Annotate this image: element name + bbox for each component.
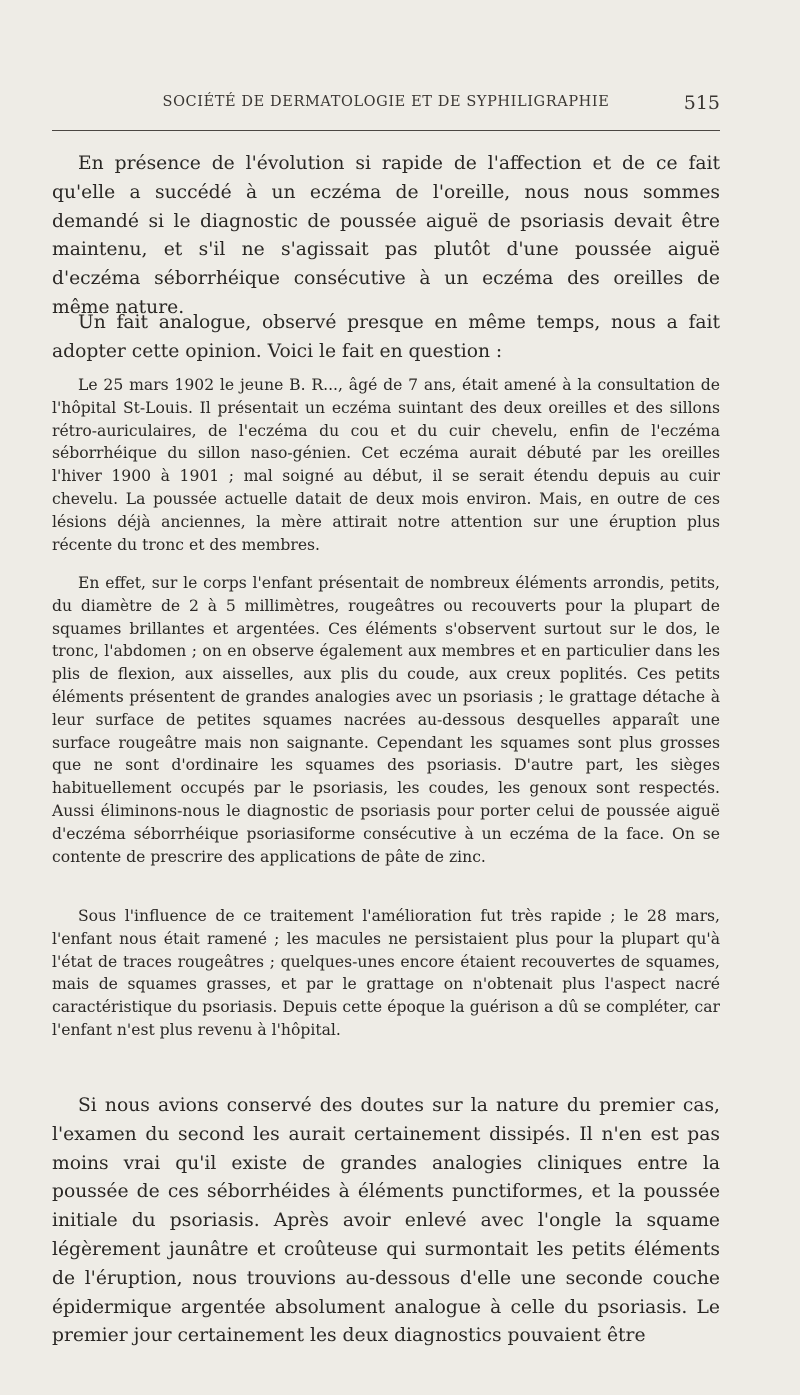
case-paragraph-3: Sous l'influence de ce traitement l'amélioration fut très rapide ; le 28 mars, l'enfant nous était ramené ; les macules ne persistaient plus pour la plupart qu'à l'état de traces rougeâtres ; quelques-unes encore étaient recouvertes de squames, mais de squames grasses, et par le grattage on n'obtenait plus l'aspect nacré caractéristique du psoriasis. Depuis cette époque la guérison a dû se compléter, car l'enfant n'est plus revenu à l'hôpital. [52,907,720,1039]
case-paragraph-1: Le 25 mars 1902 le jeune B. R..., âgé de 7 ans, était amené à la consultation de l'hôpital St-Louis. Il présentait un eczéma suintant des deux oreilles et des sillons rétro-auriculaires, de l'eczéma du cou et du cuir chevelu, enfin de l'eczéma séborrhéique du sillon naso-génien. Cet eczéma aurait débuté par les oreilles l'hiver 1900 à 1901 ; mal soigné au début, il se serait étendu depuis au cuir chevelu. La poussée actuelle datait de deux mois environ. Mais, en outre de ces lésions déjà anciennes, la mère attirait notre attention sur une éruption plus récente du tronc et des membres. [52,376,720,554]
header-rule [52,130,720,131]
paragraph-3: Si nous avions conservé des doutes sur la nature du premier cas, l'examen du second les aurait certainement dissipés. Il n'en est pas moins vrai qu'il existe de grandes analogies cliniques entre la poussée de ces séborrhéides à éléments punctiformes, et la poussée initiale du psoriasis. Après avoir enlevé avec l'ongle la squame légèrement jaunâtre et croûteuse qui surmontait les petits éléments de l'éruption, nous trouvions au-dessous d'elle une seconde couche épidermique argentée absolument analogue à celle du psoriasis. Le premier jour certainement les deux diagnostics pouvaient être [52,1095,720,1347]
page-header [52,94,720,118]
page-number: 515 [683,92,720,114]
paragraph-2: Un fait analogue, observé presque en même temps, nous a fait adopter cette opinion. Voici le fait en question : [52,312,720,362]
case-paragraph-2: En effet, sur le corps l'enfant présentait de nombreux éléments arrondis, petits, du diamètre de 2 à 5 millimètres, rougeâtres ou recouverts pour la plupart de squames brillantes et argentées. Ces éléments s'observent surtout sur le dos, le tronc, l'abdomen ; on en observe également aux membres et en particulier dans les plis de flexion, aux aisselles, aux plis du coude, aux creux poplités. Ces petits éléments présentent de grandes analogies avec un psoriasis ; le grattage détache à leur surface de petites squames nacrées au-dessous desquelles apparaît une surface rougeâtre mais non saignante. Cependant les squames sont plus grosses que ne sont d'ordinaire les squames des psoriasis. D'autre part, les sièges habituellement occupés par le psoriasis, les coudes, les genoux sont respectés. Aussi éliminons-nous le diagnostic de psoriasis pour porter celui de poussée aiguë d'eczéma séborrhéique psoriasiforme consécutive à un eczéma de la face. On se contente de prescrire des applications de pâte de zinc. [52,574,720,866]
paragraph-1: En présence de l'évolution si rapide de l'affection et de ce fait qu'elle a succédé à un eczéma de l'oreille, nous nous sommes demandé si le diagnostic de poussée aiguë de psoriasis devait être maintenu, et s'il ne s'agissait pas plutôt d'une poussée aiguë d'eczéma séborrhéique consécutive à un eczéma des oreilles de même nature. [52,153,720,318]
running-title: SOCIÉTÉ DE DERMATOLOGIE ET DE SYPHILIGRAPHIE [162,94,610,110]
